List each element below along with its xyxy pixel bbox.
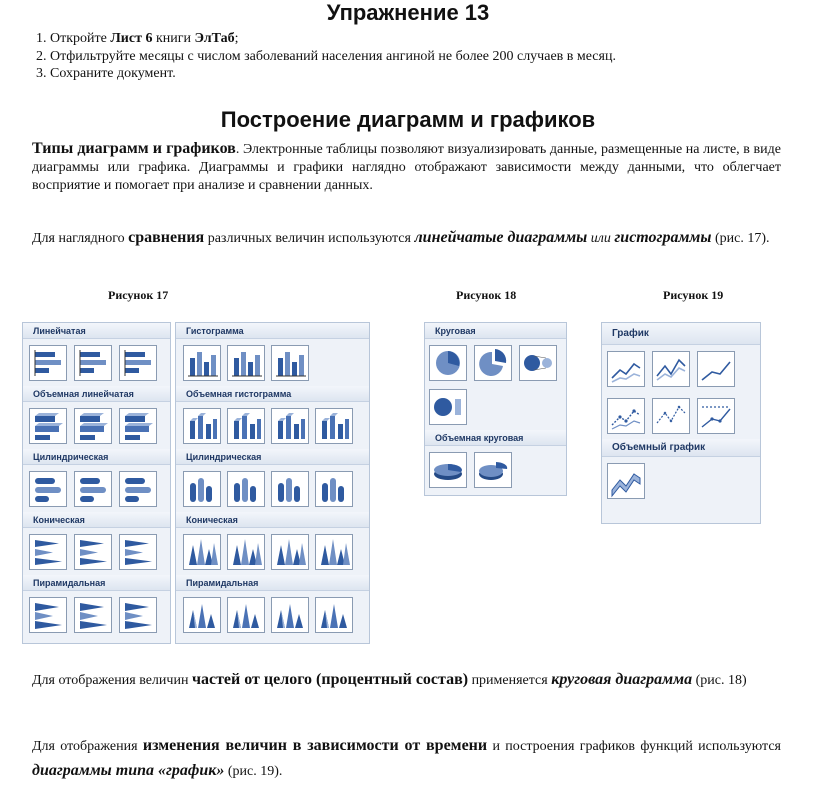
- compare-text-2: различных величин используются: [204, 231, 415, 246]
- group-header: График: [602, 323, 760, 345]
- bar-3d-percent-icon[interactable]: [119, 408, 157, 444]
- cone-bar-stacked-icon[interactable]: [74, 534, 112, 570]
- percent-line-markers-icon[interactable]: [697, 398, 735, 434]
- cylinder-bar-stacked-icon[interactable]: [74, 471, 112, 507]
- group-header: Объемная круговая: [425, 430, 566, 446]
- cylinder-bar-percent-icon[interactable]: [119, 471, 157, 507]
- cone-column-3d-icon[interactable]: [315, 534, 353, 570]
- pyramid-column-stacked-icon[interactable]: [227, 597, 265, 633]
- pie-3d-icon[interactable]: [429, 452, 467, 488]
- parts-paragraph: [32, 668, 781, 693]
- cylinder-bar-icon[interactable]: [29, 471, 67, 507]
- pie-icon[interactable]: [429, 345, 467, 381]
- pie-of-pie-icon[interactable]: [519, 345, 557, 381]
- line-chart-term: диаграммы типа «график»: [32, 762, 225, 779]
- bar-charts-term: линейчатые диаграммы: [414, 229, 588, 246]
- bar-of-pie-icon[interactable]: [429, 389, 467, 425]
- cone-bar-icon[interactable]: [29, 534, 67, 570]
- pie-chart-term: круговая диаграмма: [551, 671, 693, 688]
- pyramid-bar-stacked-icon[interactable]: [74, 597, 112, 633]
- group-header: Круговая: [425, 323, 566, 339]
- time-paragraph: [32, 734, 781, 784]
- compare-or: или: [587, 231, 611, 246]
- bar-chart-gallery: [22, 322, 171, 644]
- line-3d-icon[interactable]: [607, 463, 645, 499]
- intro-text: . Электронные таблицы позволяют визуализировать данные, размещенные на листе, в виде диаграммы или графика. Диаграммы и графики наглядно отображают зависимости между данными, что облегчает восприятие и помогает при анализе и сравнении данных.: [32, 142, 781, 193]
- time-term: изменения величин в зависимости от времени: [142, 737, 488, 754]
- step-3: 3. Сохраните документ.: [36, 66, 176, 81]
- clustered-bar-icon[interactable]: [29, 345, 67, 381]
- pie-chart-gallery: [424, 322, 567, 496]
- cylinder-column-3d-icon[interactable]: [315, 471, 353, 507]
- group-header: Объемный график: [602, 439, 760, 457]
- cylinder-column-percent-icon[interactable]: [271, 471, 309, 507]
- pyramid-column-3d-icon[interactable]: [315, 597, 353, 633]
- clustered-column-icon[interactable]: [183, 345, 221, 381]
- caption-fig17: Рисунок 17: [108, 288, 169, 302]
- parts-text-1: Для отображения величин: [32, 673, 192, 688]
- cylinder-column-stacked-icon[interactable]: [227, 471, 265, 507]
- stacked-line-markers-icon[interactable]: [652, 398, 690, 434]
- group-header: Линейчатая: [23, 323, 170, 339]
- line-markers-icon[interactable]: [607, 398, 645, 434]
- line-chart-gallery: [601, 322, 761, 524]
- column-3d-percent-icon[interactable]: [271, 408, 309, 444]
- intro-term: Типы диаграмм и графиков: [32, 140, 236, 157]
- caption-fig18: Рисунок 18: [456, 288, 517, 302]
- group-header: Гистограмма: [176, 323, 369, 339]
- column-3d-icon[interactable]: [315, 408, 353, 444]
- exercise-heading: Упражнение 13: [326, 0, 490, 25]
- percent-stacked-column-icon[interactable]: [271, 345, 309, 381]
- time-text-1: Для отображения: [32, 739, 143, 754]
- cone-column-percent-icon[interactable]: [271, 534, 309, 570]
- group-header: Объемная гистограмма: [176, 386, 369, 402]
- step-2: 2. Отфильтруйте месяцы с числом заболеваний населения ангиной не более 200 случаев в месяц.: [36, 48, 616, 64]
- stacked-bar-icon[interactable]: [74, 345, 112, 381]
- step-1-sheet: Лист 6: [110, 31, 153, 46]
- parts-text-2: применяется: [468, 673, 552, 688]
- stacked-column-icon[interactable]: [227, 345, 265, 381]
- cylinder-column-icon[interactable]: [183, 471, 221, 507]
- time-ref: (рис. 19).: [224, 764, 283, 779]
- compare-term: сравнения: [128, 229, 205, 246]
- step-1: [36, 30, 616, 48]
- pyramid-column-percent-icon[interactable]: [271, 597, 309, 633]
- group-header: Пирамидальная: [23, 575, 170, 591]
- compare-paragraph: [32, 226, 781, 251]
- group-header: Цилиндрическая: [176, 449, 369, 465]
- caption-fig19: Рисунок 19: [663, 288, 724, 302]
- parts-term: частей от целого (процентный состав): [191, 671, 469, 688]
- histograms-term: гистограммы: [614, 229, 712, 246]
- group-header: Объемная линейчатая: [23, 386, 170, 402]
- step-1-text-end: ;: [234, 31, 239, 46]
- cone-column-icon[interactable]: [183, 534, 221, 570]
- time-text-2: и построения графиков функций используются: [487, 739, 782, 754]
- percent-line-icon[interactable]: [697, 351, 735, 387]
- bar-3d-stacked-icon[interactable]: [74, 408, 112, 444]
- parts-ref: (рис. 18): [692, 673, 747, 688]
- step-1-text-mid: книги: [152, 31, 195, 46]
- section-heading: Построение диаграмм и графиков: [220, 107, 596, 132]
- pyramid-bar-percent-icon[interactable]: [119, 597, 157, 633]
- pyramid-column-icon[interactable]: [183, 597, 221, 633]
- group-header: Пирамидальная: [176, 575, 369, 591]
- column-3d-stacked-icon[interactable]: [227, 408, 265, 444]
- cone-column-stacked-icon[interactable]: [227, 534, 265, 570]
- line-icon[interactable]: [607, 351, 645, 387]
- column-3d-clustered-icon[interactable]: [183, 408, 221, 444]
- pyramid-bar-icon[interactable]: [29, 597, 67, 633]
- compare-ref: (рис. 17).: [711, 231, 770, 246]
- group-header: Коническая: [23, 512, 170, 528]
- group-header: Цилиндрическая: [23, 449, 170, 465]
- exercise-steps: [36, 30, 616, 83]
- compare-text-1: Для наглядного: [32, 231, 129, 246]
- step-1-text: 1. Откройте: [36, 31, 111, 46]
- stacked-line-icon[interactable]: [652, 351, 690, 387]
- cone-bar-percent-icon[interactable]: [119, 534, 157, 570]
- column-chart-gallery: [175, 322, 370, 644]
- step-1-workbook: ЭлТаб: [194, 31, 235, 46]
- group-header: Коническая: [176, 512, 369, 528]
- exploded-pie-3d-icon[interactable]: [474, 452, 512, 488]
- bar-3d-icon[interactable]: [29, 408, 67, 444]
- intro-paragraph: [32, 140, 781, 195]
- percent-stacked-bar-icon[interactable]: [119, 345, 157, 381]
- exploded-pie-icon[interactable]: [474, 345, 512, 381]
